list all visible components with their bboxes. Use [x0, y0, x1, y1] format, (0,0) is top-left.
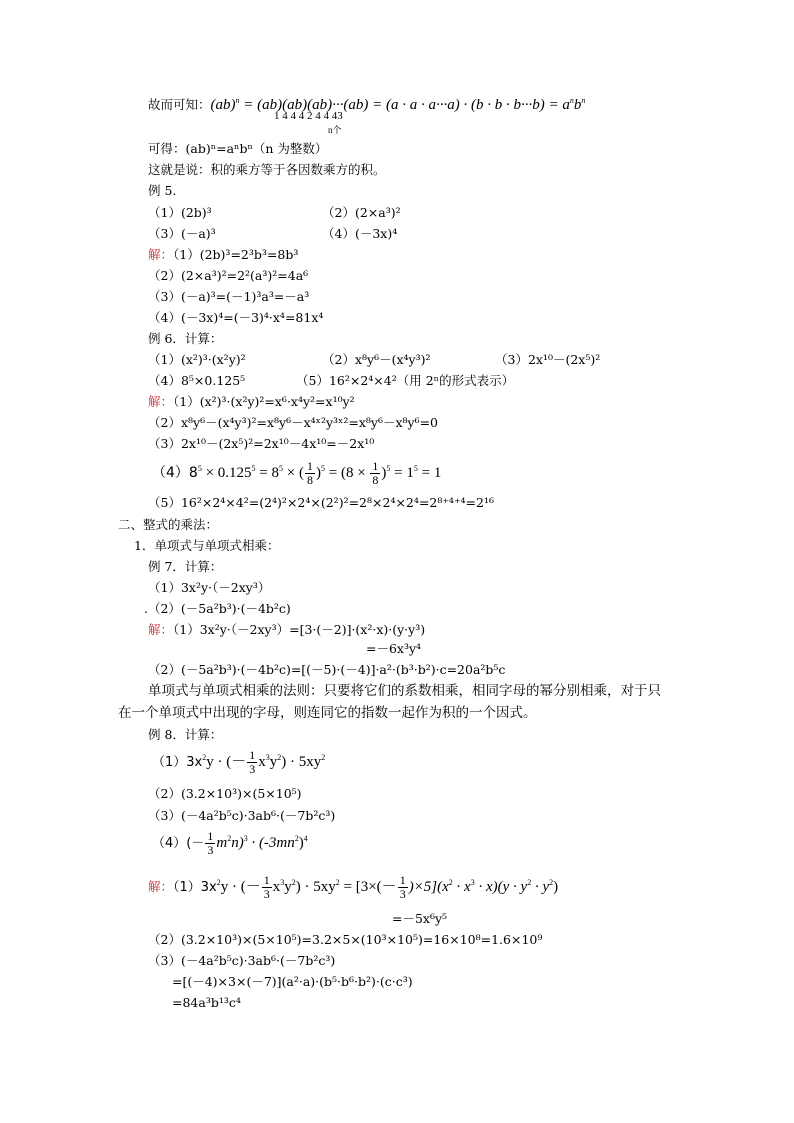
ex6-solution-4: $(4)8^5 \times 0.125^5 = 8^5$ × ( $\frac{1}{8}$ )$^5$ = (8 × $\frac{1}{8}$ )$^5 = 1^5 = 1$ [152, 459, 442, 488]
solution-label: 解： [148, 622, 174, 637]
ex6-q1: （1）(x²)³·(x²y)² [148, 352, 246, 367]
ex7-q2: .（2）(－5a²b³)·(－4b²c) [144, 601, 291, 616]
ex5-q2: （2）(2×a³)² [322, 205, 401, 220]
fraction-one-third: $\frac{1}{3}$ [399, 873, 406, 902]
example-8-title: 例 8．计算： [148, 727, 223, 742]
ex8-q3: （3）(－4a²b⁵c)·3ab⁶·(－7b²c³) [148, 808, 336, 823]
lead-text: 故而可知： [148, 97, 211, 112]
ex8-solution-2: （2）(3.2×10³)×(5×10⁵)=3.2×5×(10³×10⁵)=16×10⁸=1.6×10⁹ [148, 932, 543, 947]
ex7-solution-1: 解：（1）3x²y·（－2xy³）=[3·(－2)]·(x²·x)·(y·y³) [148, 622, 426, 637]
ex8-q4: （4）(－ $\frac{1}{3}$ $m^2n)^3 \cdot (-3mn^2)^4$ [152, 829, 308, 858]
solution-label: 解： [148, 247, 174, 262]
ex8-solution-1: 解：$(1)3x^2y$ · (－ $\frac{1}{3}$ $x^3y^2) \cdot 5xy^2 = [3\times(-$ $\frac{1}{3}$ )$\times 5](x^2 \cdot x^3 \cdot x)(y \cdot y^2 \cdot y^2)$ [148, 873, 559, 902]
fraction-one-third: $\frac{1}{3}$ [249, 748, 256, 777]
ex8-solution-3-step: =[(－4)×3×(－7)](a²·a)·(b⁵·b⁶·b²)·(c·c³) [172, 974, 413, 989]
example-7-title: 例 7．计算： [148, 559, 223, 574]
example-6-title: 例 6．计算： [148, 331, 223, 346]
section-2-title: 二、整式的乘法： [118, 517, 219, 532]
ex7-solution-1-result: =－6x³y⁴ [366, 641, 422, 656]
ex5-solution-2: （2）(2×a³)²=2²(a³)²=4a⁶ [148, 268, 309, 283]
rule-paragraph-line-2: 在一个单项式中出现的字母，则连同它的指数一起作为积的一个因式。 [118, 705, 537, 721]
fraction-one-third: $\frac{1}{3}$ [207, 829, 214, 858]
ex6-solution-5: （5）16²×2⁴×4²=(2⁴)²×2⁴×(2²)²=2⁸×2⁴×2⁴=2⁸⁺⁴⁺⁴=2¹⁶ [148, 495, 495, 510]
fraction-one-third: $\frac{1}{3}$ [263, 873, 270, 902]
ex6-q3: （3）2x¹⁰－(2x⁵)² [495, 352, 601, 367]
ex8-q2: （2）(3.2×10³)×(5×10⁵) [148, 786, 302, 801]
rule-statement: 这就是说：积的乘方等于各因数乘方的积。 [148, 162, 386, 177]
ex8-solution-3: （3）(－4a²b⁵c)·3ab⁶·(－7b²c³) [148, 953, 336, 968]
fraction-one-eighth: $\frac{1}{8}$ [372, 459, 379, 488]
rule-paragraph-line-1: 单项式与单项式相乘的法则：只要将它们的系数相乘，相同字母的幂分别相乘，对于只 [148, 683, 661, 699]
ex6-q4: （4）8⁵×0.125⁵ [148, 373, 246, 388]
ex8-solution-1-result: =－5x⁶y⁵ [392, 911, 448, 926]
fraction-one-eighth: $\frac{1}{8}$ [306, 459, 313, 488]
underbrace-marks: 1 4 4 4 2 4 4 43 [274, 110, 343, 122]
ex7-q1: （1）3x²y·（－2xy³） [148, 580, 271, 595]
solution-label: 解： [148, 879, 174, 894]
ex6-solution-1: 解：（1）(x²)³·(x²y)²=x⁶·x⁴y²=x¹⁰y² [148, 394, 355, 409]
ex8-q1: $(1)3x^2y$ · (－ $\frac{1}{3}$ $x^3y^2) \cdot 5xy^2$ [152, 748, 326, 777]
ex6-solution-2: （2）x⁸y⁶－(x⁴y³)²=x⁸y⁶－x⁴ˣ²y³ˣ²=x⁸y⁶－x⁸y⁶=0 [148, 415, 439, 430]
ex8-solution-3-result: =84a³b¹³c⁴ [172, 995, 241, 1010]
ex5-solution-1: 解：（1）(2b)³=2³b³=8b³ [148, 247, 299, 262]
conclusion-line: 可得：(ab)ⁿ=aⁿbⁿ（n 为整数） [148, 141, 328, 156]
underbrace-label: n个 [328, 125, 342, 135]
ex5-solution-3: （3）(－a)³=(－1)³a³=－a³ [148, 289, 310, 304]
ex6-q5: （5）16²×2⁴×4²（用 2ⁿ的形式表示） [296, 373, 515, 388]
ex5-q1: （1）(2b)³ [148, 205, 212, 220]
ex6-q2: （2）x⁸y⁶－(x⁴y³)² [322, 352, 431, 367]
ex6-solution-3: （3）2x¹⁰－(2x⁵)²=2x¹⁰－4x¹⁰=－2x¹⁰ [148, 436, 375, 451]
ex5-q3: （3）(－a)³ [148, 226, 216, 241]
ex5-solution-4: （4）(－3x)⁴=(－3)⁴·x⁴=81x⁴ [148, 310, 324, 325]
formula-line-1: 故而可知：$(ab)^n = (ab)(ab)(ab)\cdot\cdot\cdot(ab) = (a \cdot a \cdot a\cdot\cdot\cdot a) \cdot (b \cdot b \cdot b\cdot\cdot\cdot b) = a^nb^n$ [148, 96, 586, 113]
example-5-title: 例 5. [148, 183, 177, 198]
ex7-solution-2: （2）(－5a²b³)·(－4b²c)=[(－5)·(－4)]·a²·(b³·b²)·c=20a²b⁵c [148, 662, 506, 677]
ex5-q4: （4）(－3x)⁴ [322, 226, 398, 241]
solution-label: 解： [148, 394, 174, 409]
subsection-1-title: 1．单项式与单项式相乘： [134, 538, 280, 553]
